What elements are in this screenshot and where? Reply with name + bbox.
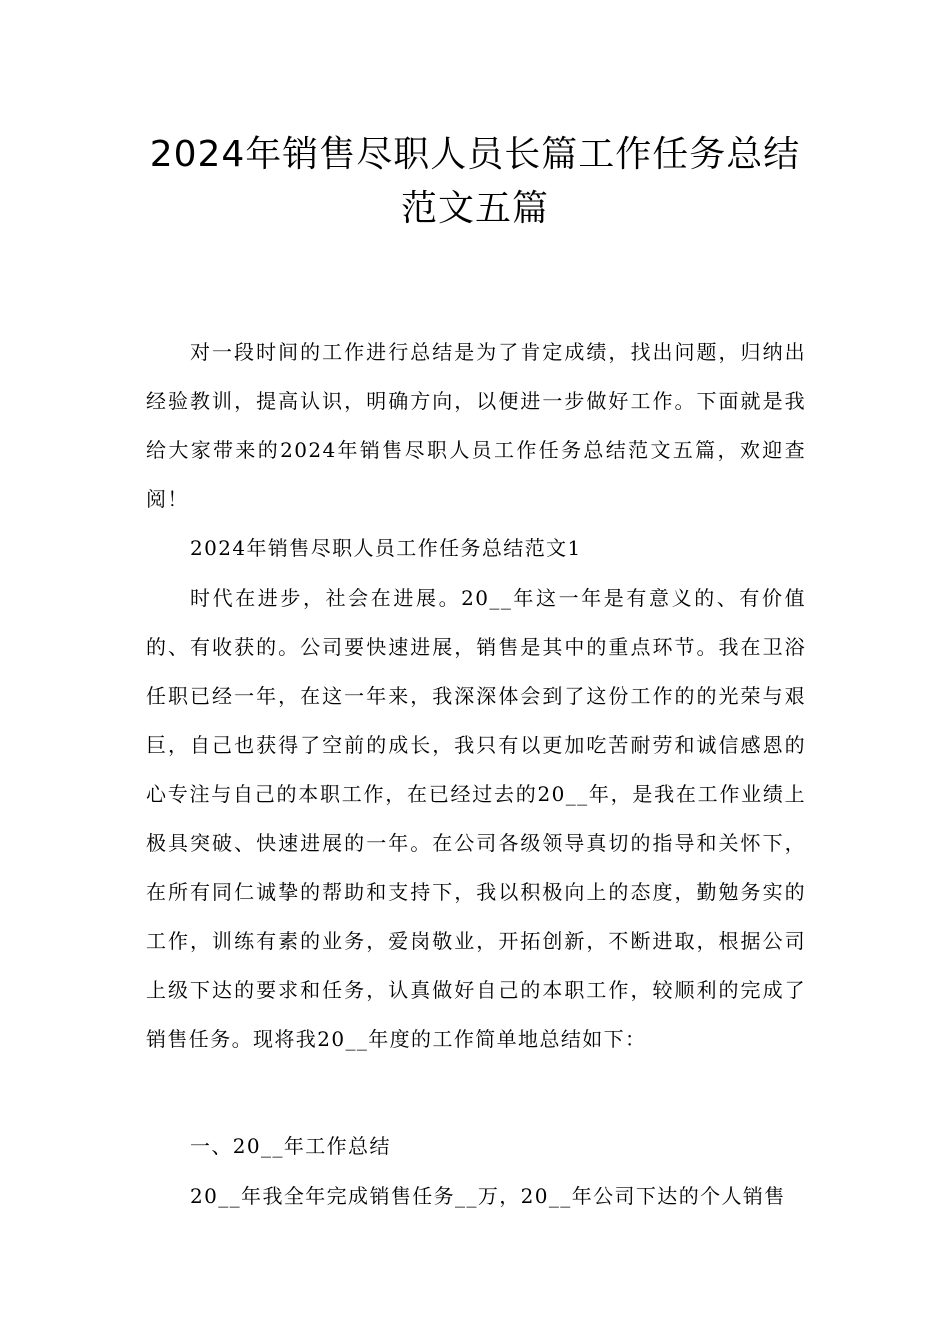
title-line-2: 范文五篇 <box>400 188 549 229</box>
section-heading: 2024年销售尽职人员工作任务总结范文1 <box>190 536 582 560</box>
paragraph-1: 时代在进步，社会在进展。20__年这一年是有意义的、有价值的、有收获的。公司要快速进展，销售是其中的重点环节。我在卫浴任职已经一年，在这一年来，我深深体会到了这份工作的的光荣与艰巨，自己也获得了空前的成长，我只有以更加吃苦耐劳和诚信感恩的心专注与自己的本职工作，在已经过去的20__年，是我在工作业绩上极具突破、快速进展的一年。在公司各级领导真切的指导和关怀下，在所有同仁诚挚的帮助和支持下，我以积极向上的态度，勤勉务实的工作，训练有素的业务，爱岗敬业，开拓创新，不断进取，根据公司上级下达的要求和任务，认真做好自己的本职工作，较顺利的完成了销售任务。现将我20__年度的工作简单地总结如下： <box>146 586 806 1051</box>
paragraph-2: 20__年我全年完成销售任务__万，20__年公司下达的个人销售 <box>190 1184 786 1208</box>
intro-paragraph: 对一段时间的工作进行总结是为了肯定成绩，找出问题，归纳出经验教训，提高认识，明确方向，以便进一步做好工作。下面就是我给大家带来的2024年销售尽职人员工作任务总结范文五篇，欢迎查阅！ <box>146 340 806 511</box>
title-line-1: 2024年销售尽职人员长篇工作任务总结 <box>149 134 801 175</box>
document-title <box>120 128 830 236</box>
subheading-1: 一、20__年工作总结 <box>190 1134 391 1158</box>
